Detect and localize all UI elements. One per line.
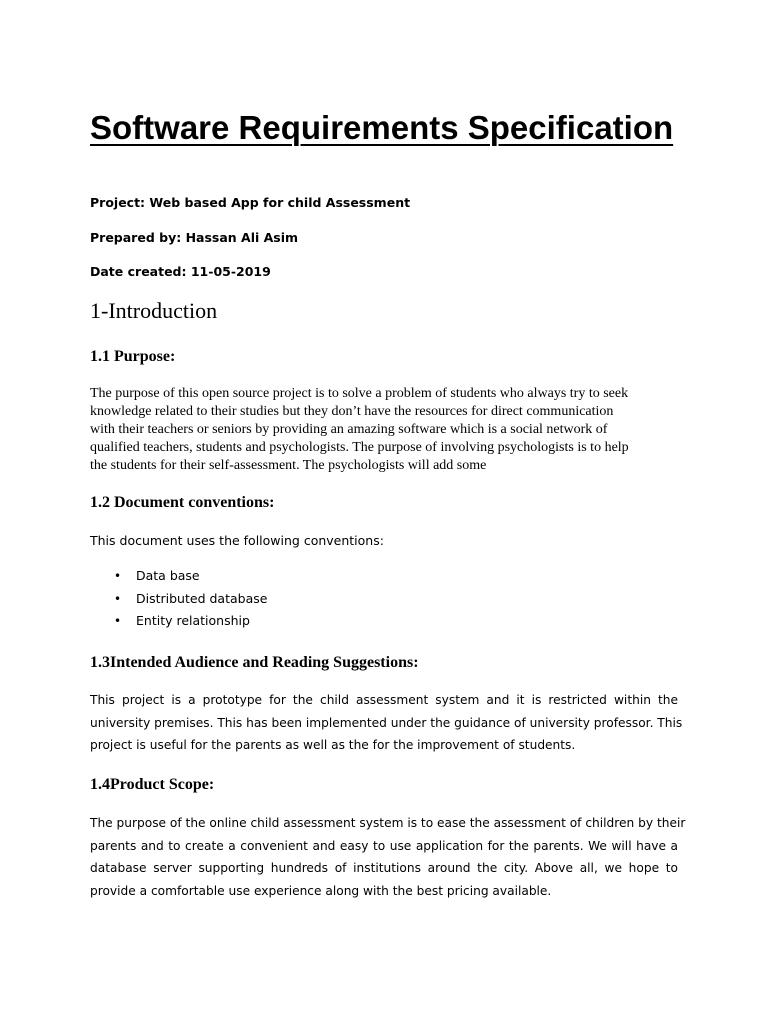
bullet-icon: •	[114, 614, 122, 628]
purpose-line: qualified teachers, students and psychologists. The purpose of involving psychologists is to help	[90, 440, 629, 455]
purpose-line: knowledge related to their studies but they don’t have the resources for direct communication	[90, 404, 614, 419]
scope-heading: 1.4Product Scope:	[90, 776, 215, 793]
prepared-by-line: Prepared by: Hassan Ali Asim	[90, 230, 299, 245]
document-title: Software Requirements Specification	[90, 109, 674, 146]
list-item-label: Distributed database	[136, 590, 268, 606]
bullet-icon: •	[114, 569, 122, 583]
conventions-heading: 1.2 Document conventions:	[90, 494, 275, 511]
purpose-paragraph	[90, 385, 680, 475]
audience-heading: 1.3Intended Audience and Reading Suggestions:	[90, 654, 419, 671]
date-created-line: Date created: 11-05-2019	[90, 264, 271, 279]
conventions-intro: This document uses the following conventions:	[90, 533, 384, 548]
scope-line: parents and to create a convenient and easy to use application for the parents. We will have a	[90, 838, 678, 853]
scope-paragraph	[90, 812, 686, 902]
purpose-line: with their teachers or seniors by providing an amazing software which is a social network of	[90, 422, 608, 437]
list-item-label: Data base	[136, 568, 200, 583]
introduction-heading: 1-Introduction	[90, 298, 218, 323]
audience-line: This project is a prototype for the child assessment system and it is restricted within the	[90, 693, 678, 707]
purpose-heading: 1.1 Purpose:	[90, 348, 176, 365]
audience-line: university premises. This has been implemented under the guidance of university professor. This	[90, 715, 683, 730]
scope-line: provide a comfortable use experience along with the best pricing available.	[90, 883, 552, 898]
audience-paragraph	[90, 689, 683, 757]
purpose-line: the students for their self-assessment. The psychologists will add some	[90, 458, 487, 473]
audience-line: project is useful for the parents as well as the for the improvement of students.	[90, 738, 576, 752]
purpose-line: The purpose of this open source project is to solve a problem of students who always try to seek	[90, 386, 629, 401]
scope-line: database server supporting hundreds of institutions around the city. Above all, we hope to	[90, 861, 678, 875]
project-line: Project: Web based App for child Assessment	[90, 195, 411, 210]
list-item-label: Entity relationship	[136, 613, 250, 628]
bullet-icon: •	[114, 591, 122, 606]
scope-line: The purpose of the online child assessment system is to ease the assessment of children by their	[90, 816, 686, 830]
